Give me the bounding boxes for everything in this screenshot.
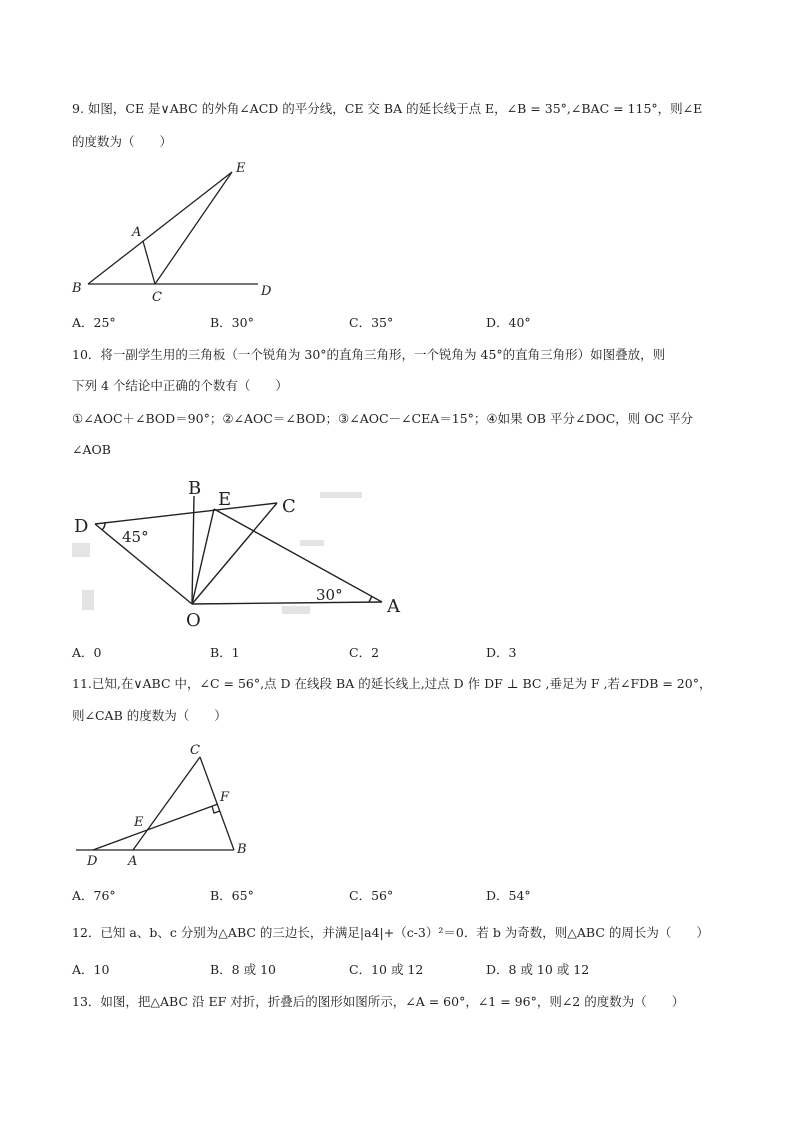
q11-label-c: C <box>190 743 200 758</box>
q11-label-e: E <box>134 815 144 830</box>
q12-option-c[interactable]: C．10 或 12 <box>349 962 424 977</box>
q9-option-b[interactable]: B．30° <box>210 315 254 330</box>
q11-label-a: A <box>128 854 138 869</box>
q10-angle-45-label: 45° <box>122 528 149 546</box>
q11-text-line2: 则∠CAB 的度数为（ ） <box>72 708 227 723</box>
q11-option-b[interactable]: B．65° <box>210 888 254 903</box>
q11-line-ca <box>133 757 200 850</box>
q10-angle-30-label: 30° <box>316 586 343 604</box>
q10-text-line2: 下列 4 个结论中正确的个数有（ ） <box>72 378 288 393</box>
q9-label-c: C <box>152 290 162 305</box>
q10-option-b[interactable]: B．1 <box>210 645 240 660</box>
q9-label-b: B <box>72 281 82 296</box>
q11-text-line1: 11.已知,在∨ABC 中，∠C = 56°,点 D 在线段 BA 的延长线上,过点 D 作 DF ⊥ BC ,垂足为 F ,若∠FDB = 20°， <box>72 676 712 691</box>
q11-label-f: F <box>220 790 230 805</box>
q11-option-d[interactable]: D．54° <box>486 888 531 903</box>
q10-label-o: O <box>186 610 201 631</box>
q12-text-line1: 12．已知 a、b、c 分别为△ABC 的三边长，并满足|a4|+（c-3）²＝0．若 b 为奇数，则△ABC 的周长为（ ） <box>72 925 709 940</box>
q11-label-b: B <box>237 842 247 857</box>
q12-option-d[interactable]: D．8 或 10 或 12 <box>486 962 590 977</box>
q9-label-e: E <box>236 161 246 176</box>
q11-line-df <box>93 804 218 850</box>
q11-option-c[interactable]: C．56° <box>349 888 394 903</box>
q10-label-d: D <box>74 516 89 537</box>
q10-text-line3: ①∠AOC＋∠BOD＝90°；②∠AOC＝∠BOD；③∠AOC－∠CEA＝15°；④如果 OB 平分∠DOC，则 OC 平分 <box>72 411 694 426</box>
q9-text-line2: 的度数为（ ） <box>72 134 173 149</box>
q10-label-b: B <box>188 478 202 499</box>
q10-label-e: E <box>218 489 232 510</box>
q10-label-a: A <box>387 596 400 617</box>
q9-option-d[interactable]: D．40° <box>486 315 531 330</box>
q10-option-d[interactable]: D．3 <box>486 645 517 660</box>
q9-option-c[interactable]: C．35° <box>349 315 394 330</box>
q10-option-c[interactable]: C．2 <box>349 645 380 660</box>
q10-option-a[interactable]: A．0 <box>72 645 102 660</box>
q9-text-line1: 9. 如图，CE 是∨ABC 的外角∠ACD 的平分线，CE 交 BA 的延长线于点 E，∠B = 35°,∠BAC = 115°，则∠E <box>72 101 703 116</box>
q10-text-line1: 10．将一副学生用的三角板（一个锐角为 30°的直角三角形，一个锐角为 45°的直角三角形）如图叠放，则 <box>72 347 666 362</box>
q10-label-c: C <box>282 496 296 517</box>
q12-option-b[interactable]: B．8 或 10 <box>210 962 276 977</box>
q9-option-a[interactable]: A．25° <box>72 315 116 330</box>
q10-text-line4: ∠AOB <box>72 442 111 457</box>
q12-option-a[interactable]: A．10 <box>72 962 110 977</box>
q13-text-line1: 13．如图，把△ABC 沿 EF 对折，折叠后的图形如图所示，∠A = 60°，∠1 = 96°，则∠2 的度数为（ ） <box>72 994 685 1009</box>
q9-label-d: D <box>261 284 272 299</box>
q11-option-a[interactable]: A．76° <box>72 888 116 903</box>
q9-label-a: A <box>132 225 142 240</box>
q11-label-d: D <box>87 854 98 869</box>
